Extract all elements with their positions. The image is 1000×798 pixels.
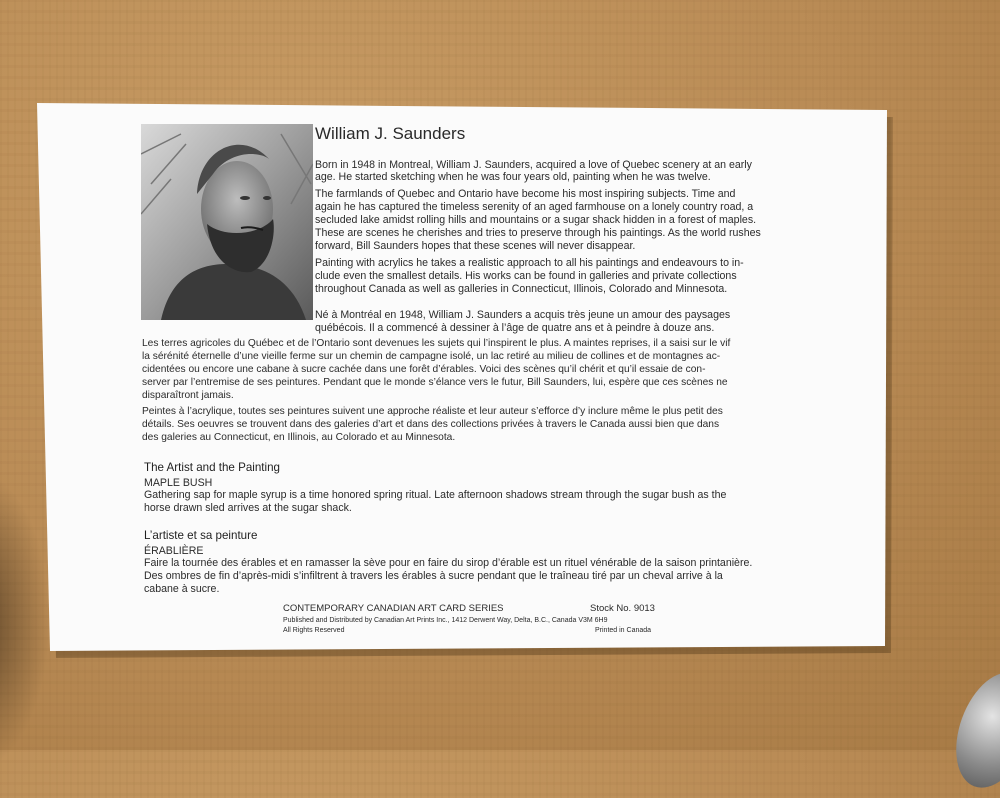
stock-number: Stock No. 9013 xyxy=(590,603,655,614)
bio-fr-line: des galeries au Connecticut, en Illinois, au Colorado et au Minnesota. xyxy=(142,432,456,443)
bio-fr-line: la sérénité éternelle d’une vieille ferme sur un chemin de campagne isolé, un lac retiré au milieu de collines et de montagnes ac- xyxy=(142,351,721,362)
artist-name-heading: William J. Saunders xyxy=(315,124,466,143)
painting-fr-description-line: Faire la tournée des érables et en ramasser la sève pour en faire du sirop d’érable est un rituel vénérable de la saison printanière. xyxy=(144,557,753,569)
painting-fr-description-line: cabane à sucre. xyxy=(144,583,220,595)
background-shadow xyxy=(0,470,50,770)
painting-en-description-line: horse drawn sled arrives at the sugar shack. xyxy=(144,502,352,514)
bio-fr-line: québécois. Il a commencé à dessiner à l’âge de quatre ans et à peindre à douze ans. xyxy=(315,322,715,334)
artist-portrait-photo xyxy=(141,124,313,320)
rights-notice: All Rights Reserved xyxy=(283,627,345,634)
printed-in: Printed in Canada xyxy=(595,627,652,634)
bio-fr-line: disparaîtront jamais. xyxy=(142,390,234,401)
bio-en-line: secluded lake amidst rolling hills and mountains or a sugar shack hidden in a forest of maples. xyxy=(315,214,757,226)
bio-fr-line: détails. Ses oeuvres se trouvent dans des galeries d’art et dans des collections privées à travers le Canada aussi bien que dans xyxy=(142,419,720,430)
bio-en-line: Born in 1948 in Montreal, William J. Saunders, acquired a love of Quebec scenery at an early xyxy=(315,159,752,171)
bio-en-line: Painting with acrylics he takes a realistic approach to all his paintings and endeavours to in- xyxy=(315,257,744,269)
painting-en-title: MAPLE BUSH xyxy=(144,477,213,489)
bio-en-line: age. He started sketching when he was four years old, painting when he was twelve. xyxy=(315,171,711,183)
bio-fr-line: Né à Montréal en 1948, William J. Saunders a acquis très jeune un amour des paysages xyxy=(315,309,731,321)
bio-fr-line: server par l’entremise de ses peintures. Pendant que le monde s’élance vers le futur, Bill Saunders, lui, espère que ces scènes ne xyxy=(142,377,728,388)
painting-en-heading: The Artist and the Painting xyxy=(144,461,280,474)
bio-en-line: These are scenes he cherishes and tries to preserve through his paintings. As the world rushes xyxy=(315,227,761,239)
bio-en-line: clude even the smallest details. His works can be found in galleries and private collections xyxy=(315,270,737,282)
painting-fr-description-line: Des ombres de fin d’après-midi s’infiltrent à travers les érables à sucre pendant que le traîneau tiré par un cheval arrive à la xyxy=(144,570,723,582)
painting-fr-title: ÉRABLIÈRE xyxy=(144,545,204,557)
bio-en-line: throughout Canada as well as galleries in Connecticut, Illinois, Colorado and Minnesota. xyxy=(315,283,728,295)
series-title: CONTEMPORARY CANADIAN ART CARD SERIES xyxy=(283,603,504,614)
bio-en-line: again he has captured the timeless serenity of an aged farmhouse on a lonely country road, a xyxy=(315,201,754,213)
bio-fr-line: cidentées ou encore une cabane à sucre cachée dans une forêt d’érables. Voici des scènes qu’il chérit et qu’il essaie de con- xyxy=(142,364,706,375)
painting-fr-heading: L’artiste et sa peinture xyxy=(144,529,258,542)
bio-en-line: The farmlands of Quebec and Ontario have become his most inspiring subjects. Time and xyxy=(315,188,736,200)
metal-object xyxy=(942,662,1000,798)
bio-en-line: forward, Bill Saunders hopes that these scenes will never disappear. xyxy=(315,240,636,252)
bio-fr-line: Peintes à l’acrylique, toutes ses peintures suivent une approche réaliste et leur auteur s’efforce d’y inclure même le plus petit des xyxy=(142,406,723,417)
bio-fr-line: Les terres agricoles du Québec et de l’Ontario sont devenues les sujets qui l’inspirent le plus. A maintes reprises, il a saisi sur le vif xyxy=(142,338,731,349)
painting-en-description-line: Gathering sap for maple syrup is a time honored spring ritual. Late afternoon shadows stream through the sugar bush as the xyxy=(144,489,727,501)
publisher-info: Published and Distributed by Canadian Art Prints Inc., 1412 Derwent Way, Delta, B.C., Canada V3M 6H9 xyxy=(283,617,608,624)
